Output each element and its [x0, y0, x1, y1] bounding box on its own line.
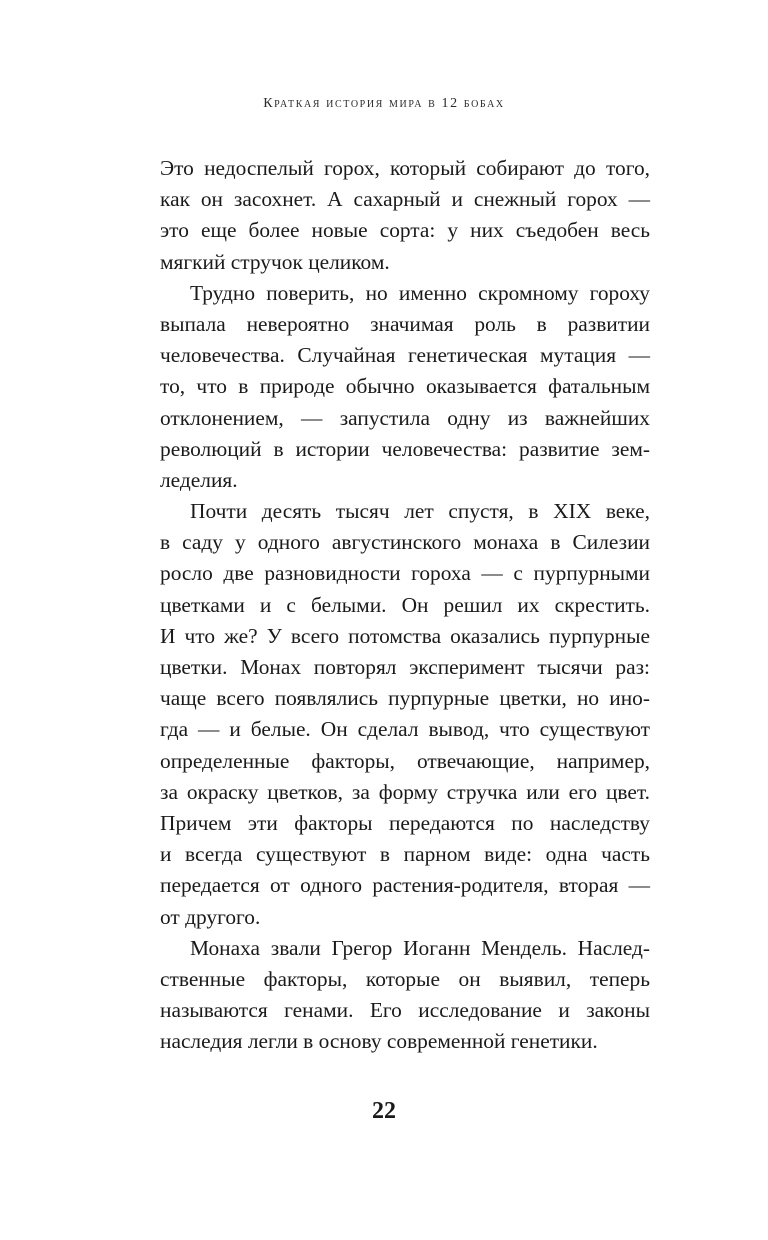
text-line: И что же? У всего потомства оказались пурпурные	[160, 623, 650, 648]
body-text	[160, 153, 650, 1057]
text-line: передается от одного растения-родителя, вторая —	[160, 873, 650, 898]
text-line: Причем эти факторы передаются по наследству	[160, 810, 650, 835]
text-line: цветками и с белыми. Он решил их скрестить.	[160, 592, 650, 617]
text-line: ственные факторы, которые он выявил, теперь	[160, 966, 650, 991]
paragraph	[160, 153, 650, 278]
page-number: 22	[372, 1098, 396, 1124]
text-line: росло две разновидности гороха — с пурпурными	[160, 561, 650, 586]
text-line: выпала невероятно значимая роль в развитии	[160, 311, 650, 336]
text-line: Почти десять тысяч лет спустя, в XIX веке,	[190, 499, 650, 524]
text-line: наследия легли в основу современной генетики.	[160, 1029, 598, 1054]
text-line: это еще более новые сорта: у них съедобен весь	[160, 218, 650, 243]
text-line: в саду у одного августинского монаха в Силезии	[160, 530, 650, 555]
text-line: чаще всего появлялись пурпурные цветки, но ино-	[160, 686, 650, 711]
text-line: Это недоспелый горох, который собирают до того,	[160, 156, 650, 180]
paragraph	[160, 933, 650, 1058]
text-line: Монаха звали Грегор Иоганн Мендель. Наслед-	[190, 935, 650, 960]
text-line: леделия.	[160, 467, 238, 492]
text-line: за окраску цветков, за форму стручка или его цвет.	[160, 779, 650, 804]
text-line: от другого.	[160, 904, 261, 929]
text-line: цветки. Монах повторял эксперимент тысячи раз:	[160, 655, 650, 679]
text-line: отклонением, — запустила одну из важнейших	[160, 405, 650, 430]
text-line: мягкий стручок целиком.	[160, 249, 390, 274]
text-line: называются генами. Его исследование и законы	[160, 998, 650, 1023]
running-head: Краткая история мира в 12 бобах	[263, 96, 505, 111]
paragraph	[160, 278, 650, 496]
text-line: то, что в природе обычно оказывается фатальным	[160, 374, 650, 399]
text-line: как он засохнет. А сахарный и снежный горох —	[160, 187, 650, 212]
paragraph	[160, 496, 650, 933]
text-line: определенные факторы, отвечающие, например,	[160, 748, 650, 773]
text-line: гда — и белые. Он сделал вывод, что существуют	[160, 717, 650, 742]
text-line: Трудно поверить, но именно скромному гороху	[190, 280, 650, 305]
text-line: революций в истории человечества: развитие зем-	[160, 436, 650, 461]
text-line: и всегда существуют в парном виде: одна часть	[160, 842, 650, 867]
text-line: человечества. Случайная генетическая мутация —	[160, 343, 650, 368]
